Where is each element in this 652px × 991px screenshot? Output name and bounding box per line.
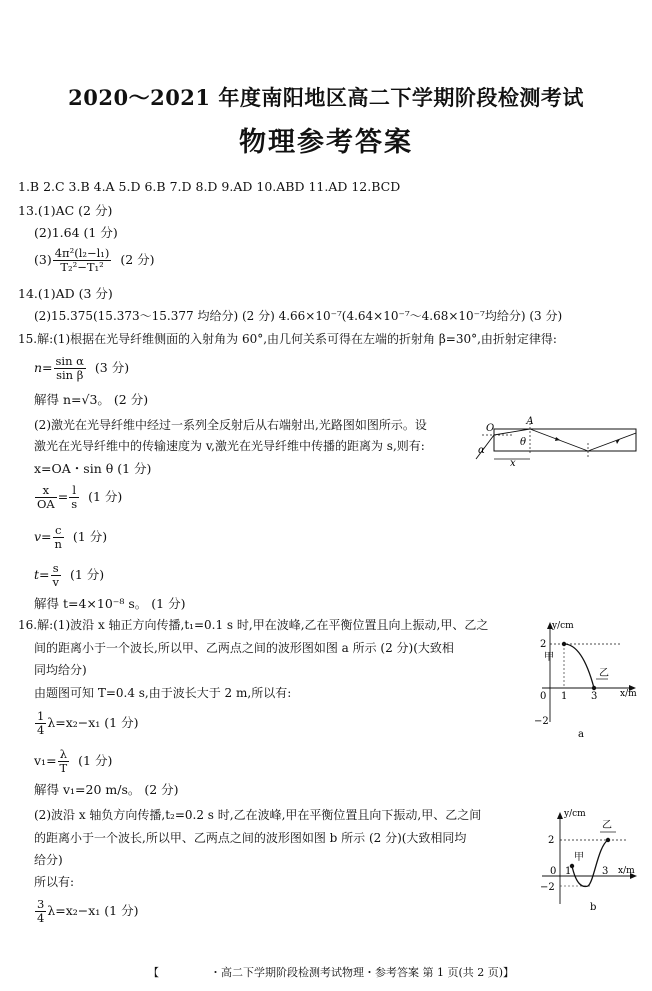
q16-eq2-lhs: v₁=: [34, 753, 57, 768]
label-O: O: [486, 423, 495, 434]
origin-label: 0: [540, 691, 547, 702]
q15-eq5-score: (1 分): [69, 567, 105, 582]
q16-eq4: [34, 898, 138, 925]
q16-eq4-rest: λ=x₂−x₁ (1 分): [47, 903, 139, 918]
q16-part2-line3: 给分): [34, 853, 63, 867]
q15-eq5-lhs: t=: [34, 567, 50, 582]
label-A: A: [526, 416, 534, 427]
y-axis-arrow-icon: [557, 812, 563, 819]
q15-eq3-frac2: [69, 484, 79, 511]
q15-eq3-num: x: [35, 484, 57, 498]
fiber-optics-figure: [468, 415, 640, 467]
waveform: [572, 840, 608, 886]
point-yi: [592, 686, 596, 690]
y-tick-bottom: −2: [534, 716, 549, 727]
q15-eq1: [34, 355, 129, 382]
q13-part2: (2)1.64 (1 分): [34, 225, 118, 240]
refracted-ray: [494, 429, 530, 435]
label-alpha: α: [478, 445, 485, 456]
page-subtitle: 物理参考答案: [239, 127, 413, 158]
label-yi: 乙: [599, 668, 609, 679]
q15-eq3-den2: s: [71, 497, 78, 511]
q16-eq2-den: T: [59, 761, 68, 775]
q15-eq5-num: s: [51, 562, 62, 576]
q16-eq1-num: 1: [37, 709, 45, 723]
q13-part3: [34, 247, 155, 274]
q16-part1-line1: 16.解:(1)波沿 x 轴正方向传播,t₁=0.1 s 时,甲在波峰,乙在平衡位置且向上振动,甲、乙之: [18, 618, 489, 632]
q16-eq2-score: (1 分): [78, 753, 113, 768]
q15-eq1-frac: [54, 355, 86, 382]
q15-eq4: [34, 524, 107, 551]
q15-eq3-num2: l: [69, 484, 79, 498]
q13-frac-den: T₂²−T₁²: [60, 260, 104, 274]
q16-part1-line2: 间的距离小于一个波长,所以甲、乙两点之间的波形图如图 a 所示 (2 分)(大致相: [34, 641, 454, 655]
q16-part1-line4: 由题图可知 T=0.4 s,由于波长大于 2 m,所以有:: [34, 686, 292, 700]
q14-part2: (2)15.375(15.373～15.377 均给分) (2 分) 4.66×10⁻⁷(4.64×10⁻⁷～4.68×10⁻⁷均给分) (3 分): [34, 309, 563, 323]
q13-part3-prefix: (3): [34, 252, 52, 267]
q15-eq4-lhs: v=: [34, 529, 52, 544]
point-yi: [606, 838, 610, 842]
q16-eq4-den: 4: [37, 911, 45, 925]
q15-eq3: [34, 484, 122, 511]
x-label: x/m: [620, 689, 637, 699]
q15-eq4-num: c: [53, 524, 64, 538]
y-label: y/cm: [552, 621, 574, 631]
label-x: x: [510, 458, 516, 469]
x-tick-1: 1: [561, 691, 568, 702]
q16-eq1-frac: [35, 710, 46, 737]
x-tick-3: 3: [602, 866, 609, 877]
q16-eq2: [34, 748, 112, 775]
q15-eq4-score: (1 分): [72, 529, 108, 544]
label-theta: θ: [520, 437, 527, 448]
q15-eq1-lhs: n=: [34, 360, 53, 375]
q14-part1: 14.(1)AD (3 分): [18, 286, 113, 301]
q16-eq1-den: 4: [37, 723, 45, 737]
wave-figure-b: [532, 806, 644, 916]
y-label: y/cm: [564, 809, 586, 819]
q15-eq3-score: (1 分): [88, 489, 123, 504]
wave-figure-a: [528, 618, 640, 742]
q15-solution2: 解得 t=4×10⁻⁸ s。 (1 分): [34, 596, 186, 611]
footer-text: ・高二下学期阶段检测考试物理・参考答案 第 1 页(共 2 页)】: [210, 966, 515, 979]
q15-eq3-frac1: [35, 484, 57, 511]
page-title: 2020～2021 年度南阳地区高二下学期阶段检测考试: [68, 85, 584, 110]
q15-eq4-frac: [53, 524, 64, 551]
q16-eq1: [34, 710, 138, 737]
q15-eq2: x=OA・sin θ (1 分): [34, 461, 152, 476]
q13-part1: 13.(1)AC (2 分): [18, 203, 113, 218]
figure-caption: b: [590, 902, 597, 913]
q15-eq5-den: v: [52, 575, 59, 589]
q16-eq3: 解得 v₁=20 m/s。 (2 分): [34, 782, 179, 797]
x-tick-1: 1: [565, 866, 572, 877]
y-tick-bottom: −2: [540, 882, 555, 893]
footer-bracket: 【: [148, 966, 159, 979]
figure-caption: a: [578, 729, 584, 740]
reflected-ray-2: [588, 433, 636, 451]
choice-answers: 1.B 2.C 3.B 4.A 5.D 6.B 7.D 8.D 9.AD 10.ABD 11.AD 12.BCD: [18, 179, 401, 194]
q16-eq2-frac: [58, 748, 70, 775]
q16-eq4-num: 3: [37, 897, 45, 911]
waveform: [564, 644, 594, 688]
q15-eq3-den: OA: [37, 497, 55, 511]
q16-part2-line1: (2)波沿 x 轴负方向传播,t₂=0.2 s 时,乙在波峰,甲在平衡位置且向下振动,甲、乙之间: [34, 808, 482, 822]
q15-eq5-frac: [51, 562, 62, 589]
x-tick-3: 3: [591, 691, 598, 702]
q13-fraction: [53, 247, 112, 274]
q15-solution1: 解得 n=√3。 (2 分): [34, 392, 149, 407]
q16-eq2-num: λ: [58, 748, 70, 762]
q15-eq1-score: (3 分): [94, 360, 130, 375]
q15-part2-line2: 激光在光导纤维中的传输速度为 v,激光在光导纤维中传播的距离为 s,则有:: [34, 439, 425, 453]
q13-part3-score: (2 分): [120, 252, 155, 267]
q15-part2-line1: (2)激光在光导纤维中经过一系列全反射后从右端射出,光路图如图所示。设: [34, 418, 427, 432]
q16-eq1-rest: λ=x₂−x₁ (1 分): [47, 715, 139, 730]
label-jia: 甲: [544, 652, 554, 663]
x-label: x/m: [618, 866, 635, 876]
q15-eq1-num: sin α: [55, 354, 84, 368]
q15-eq5: [34, 562, 104, 589]
y-tick-top: 2: [540, 639, 547, 650]
q15-eq4-den: n: [54, 537, 62, 551]
point-jia: [562, 642, 566, 646]
origin-label: 0: [550, 866, 557, 877]
y-tick-top: 2: [548, 835, 555, 846]
q16-part2-line4: 所以有:: [34, 875, 75, 889]
q16-part2-line2: 的距离小于一个波长,所以甲、乙两点之间的波形图如图 b 所示 (2 分)(大致相同均: [34, 831, 467, 845]
label-yi: 乙: [602, 820, 612, 831]
q15-eq3-equals: =: [57, 489, 69, 504]
q16-eq4-frac: [35, 898, 46, 925]
q13-frac-num: 4π²(l₂−l₁): [54, 246, 110, 260]
q16-part1-line3: 同均给分): [34, 663, 87, 677]
fiber-outline: [494, 429, 636, 451]
label-jia: 甲: [574, 852, 584, 863]
q15-eq1-den: sin β: [56, 368, 84, 382]
q15-intro: 15.解:(1)根据在光导纤维侧面的入射角为 60°,由几何关系可得在左端的折射角 β=30°,由折射定律得:: [18, 332, 557, 346]
